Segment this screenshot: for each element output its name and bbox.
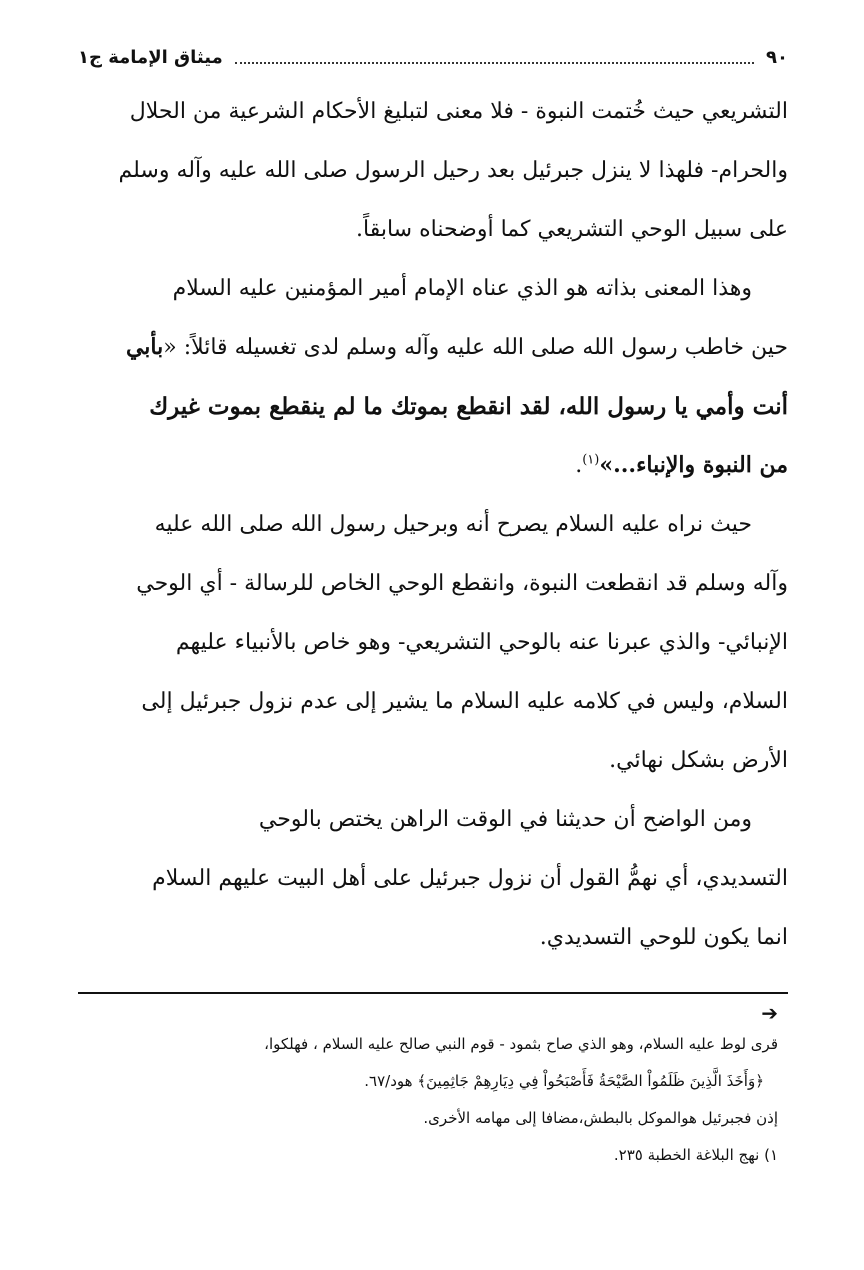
- quote-bold-run: بأبي: [125, 334, 164, 360]
- header-dotted-leader: [235, 62, 754, 64]
- text-line: ومن الواضح أن حديثنا في الوقت الراهن يختص بالوحي: [258, 807, 752, 832]
- book-page: [78, 30, 788, 1240]
- text-line: انما يكون للوحي التسديدي.: [539, 925, 788, 950]
- running-head: [78, 30, 788, 70]
- page-number: ٩٠: [766, 47, 788, 68]
- text-line: الإنبائي- والذي عبرنا عنه بالوحي التشريعي- وهو خاص بالأنبياء عليهم: [175, 630, 788, 655]
- footnote-citation: ١) نهج البلاغة الخطبة ٢٣٥.: [613, 1146, 778, 1164]
- quote-line-end: [78, 436, 788, 495]
- quote-line: أنت وأمي يا رسول الله، لقد انقطع بموتك ما لم ينقطع بموت غيرك: [149, 393, 788, 420]
- text-line: السلام، وليس في كلامه عليه السلام ما يشير إلى عدم نزول جبرئيل إلى: [141, 689, 788, 714]
- footnote-line: قرى لوط عليه السلام، وهو الذي صاح بثمود - قوم النبي صالح عليه السلام ، فهلكوا،: [264, 1035, 778, 1053]
- text-line: والحرام- فلهذا لا ينزل جبرئيل بعد رحيل الرسول صلى الله عليه وآله وسلم: [118, 158, 788, 183]
- main-text: [78, 82, 788, 967]
- footnote-line: إذن فجبرئيل هوالموكل بالبطش،مضافا إلى مهامه الأخرى.: [423, 1109, 778, 1127]
- text-line: على سبيل الوحي التشريعي كما أوضحناه سابقاً.: [356, 217, 788, 242]
- footnote-divider: [78, 992, 788, 994]
- text-line: وآله وسلم قد انقطعت النبوة، وانقطع الوحي الخاص للرسالة - أي الوحي: [136, 571, 788, 596]
- text-line: وهذا المعنى بذاته هو الذي عناه الإمام أمير المؤمنين عليه السلام: [172, 276, 752, 301]
- text-run: حين خاطب رسول الله صلى الله عليه وآله وسلم لدى تغسيله قائلاً: «: [163, 335, 788, 360]
- footnote-ref: (١): [582, 452, 600, 468]
- text-line: التسديدي، أي نهمُّ القول أن نزول جبرئيل على أهل البيت عليهم السلام: [152, 866, 788, 891]
- text-line: حيث نراه عليه السلام يصرح أنه وبرحيل رسول الله صلى الله عليه: [154, 512, 752, 537]
- text-line: الأرض بشكل نهائي.: [609, 748, 788, 773]
- continuation-arrow-icon: ➔: [761, 1001, 778, 1025]
- text-line: التشريعي حيث خُتمت النبوة - فلا معنى لتبليغ الأحكام الشرعية من الحلال: [129, 99, 788, 124]
- text-run: .: [575, 453, 583, 478]
- text-line: [78, 318, 788, 377]
- footnote-quran-verse: ﴿وَأَخَذَ الَّذِينَ ظَلَمُواْ الصَّيْحَةُ فَأَصْبَحُواْ فِي دِيَارِهِمْ جَاثِمِينَ﴾ هود/٦٧.: [364, 1072, 764, 1090]
- footnotes: [78, 1026, 778, 1174]
- quote-bold-run: من النبوة والإنباء...»: [599, 452, 788, 478]
- book-title: ميثاق الإمامة ج١: [78, 47, 223, 68]
